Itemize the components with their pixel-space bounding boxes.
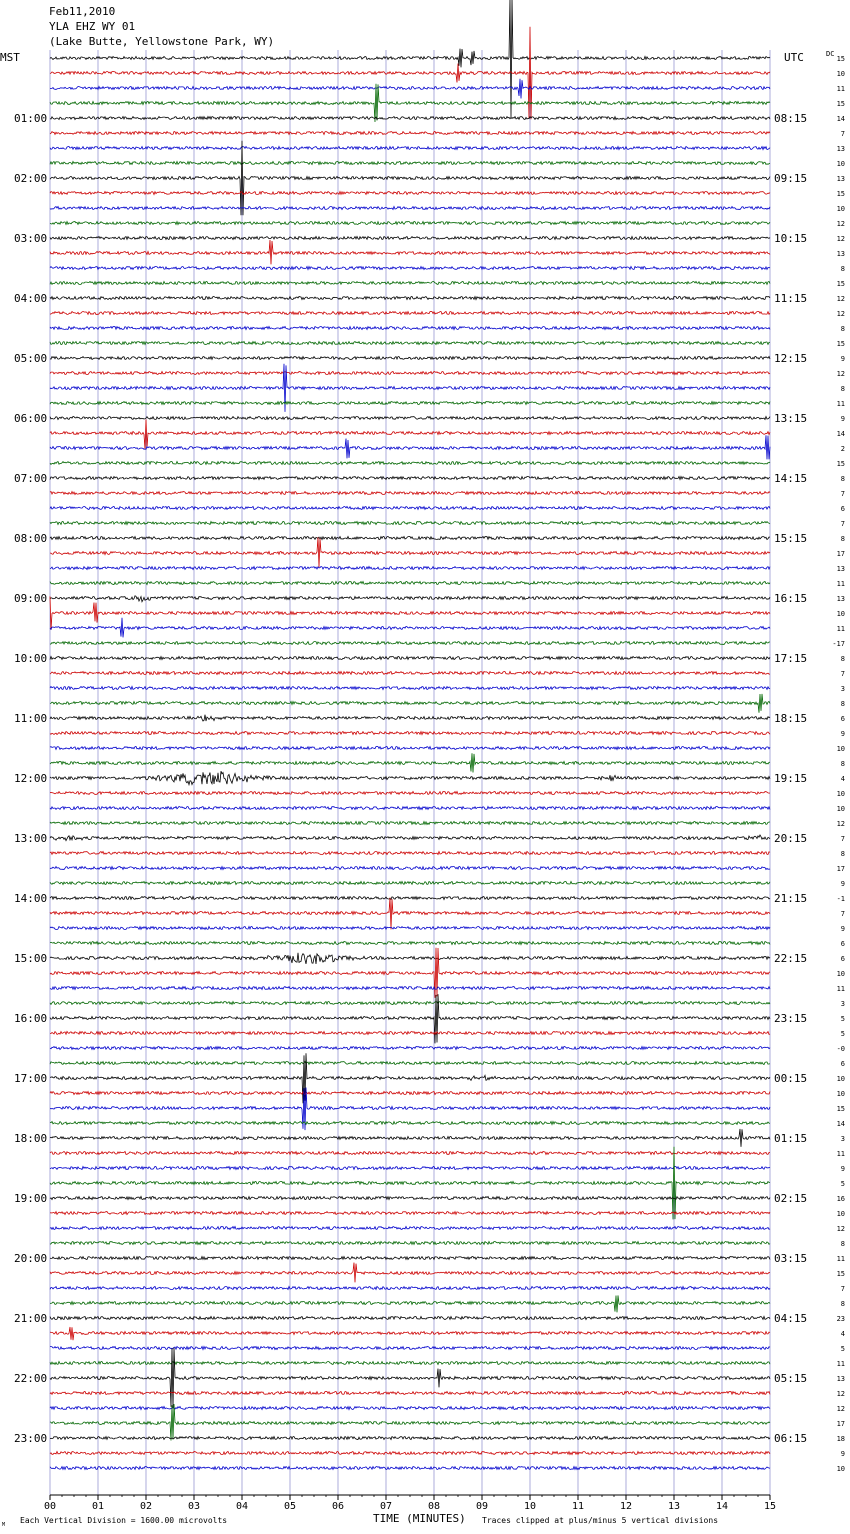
- dc-offset-value: 8: [840, 385, 845, 393]
- footer-vertical-division: Each Vertical Division = 1600.00 microvolts: [20, 1516, 228, 1525]
- dc-offset-value: 4: [840, 775, 845, 783]
- utc-hour-label: 01:15: [774, 1132, 808, 1145]
- dc-offset-value: 11: [836, 85, 845, 93]
- dc-offset-value: 15: [836, 1105, 845, 1113]
- dc-offset-value: 14: [836, 1120, 845, 1128]
- dc-offset-value: 7: [840, 520, 845, 528]
- utc-hour-label: 17:15: [774, 652, 808, 665]
- seismic-trace: [50, 1452, 770, 1455]
- dc-offset-value: 2: [840, 445, 845, 453]
- seismic-trace: [50, 1257, 770, 1260]
- dc-offset-value: 5: [840, 1015, 845, 1023]
- seismic-trace: [50, 1212, 770, 1215]
- seismic-trace: [50, 1147, 770, 1220]
- seismic-trace: [50, 1295, 770, 1312]
- seismic-trace: [50, 898, 770, 930]
- x-axis-title: TIME (MINUTES): [373, 1512, 466, 1525]
- dc-offset-value: 11: [836, 985, 845, 993]
- seismic-trace: [50, 942, 770, 945]
- dc-offset-value: 12: [836, 370, 845, 378]
- dc-offset-value: 15: [836, 100, 845, 108]
- seismic-trace: [50, 207, 770, 210]
- utc-hour-label: 16:15: [774, 592, 808, 605]
- dc-offset-value: 11: [836, 1360, 845, 1368]
- seismic-trace: [50, 948, 770, 998]
- mst-hour-label: 07:00: [14, 472, 48, 485]
- header-location: (Lake Butte, Yellowstone Park, WY): [49, 35, 275, 48]
- seismic-trace: [50, 1362, 770, 1365]
- mst-hour-label: 16:00: [14, 1012, 48, 1025]
- utc-hour-label: 20:15: [774, 832, 808, 845]
- dc-offset-value: 12: [836, 235, 845, 243]
- utc-hour-label: 18:15: [774, 712, 808, 725]
- dc-offset-value: 9: [840, 880, 845, 888]
- dc-offset-value: 13: [836, 1375, 845, 1383]
- dc-offset-value: 15: [836, 190, 845, 198]
- utc-hour-label: 02:15: [774, 1192, 808, 1205]
- dc-offset-value: 12: [836, 1225, 845, 1233]
- seismic-trace: [50, 807, 770, 810]
- mst-hour-label: 19:00: [14, 1192, 48, 1205]
- dc-offset-value: 10: [836, 1090, 845, 1098]
- x-tick-label: 02: [139, 1501, 153, 1512]
- dc-offset-value: 10: [836, 1075, 845, 1083]
- seismic-trace: [50, 771, 770, 785]
- dc-offset-labels: [832, 55, 845, 1473]
- dc-offset-value: 7: [840, 670, 845, 678]
- dc-offset-value: 3: [840, 1000, 845, 1008]
- seismic-trace: [50, 1437, 770, 1440]
- mst-hour-label: 20:00: [14, 1252, 48, 1265]
- seismic-trace: [50, 1242, 770, 1245]
- seismic-trace: [50, 492, 770, 495]
- seismic-trace: [50, 882, 770, 885]
- seismic-trace: [50, 687, 770, 690]
- x-tick-label: 03: [187, 1501, 201, 1512]
- seismic-trace: [50, 162, 770, 165]
- dc-offset-value: 10: [836, 805, 845, 813]
- utc-hour-label: 11:15: [774, 292, 808, 305]
- dc-offset-value: 5: [840, 1345, 845, 1353]
- utc-hour-label: 13:15: [774, 412, 808, 425]
- seismic-trace: [50, 867, 770, 870]
- dc-offset-value: 9: [840, 415, 845, 423]
- seismic-trace: [50, 1404, 770, 1441]
- seismic-trace: [50, 1263, 770, 1283]
- dc-offset-value: 7: [840, 910, 845, 918]
- seismic-trace: [50, 417, 770, 420]
- dc-offset-value: 10: [836, 790, 845, 798]
- seismic-trace: [50, 1197, 770, 1200]
- dc-offset-value: 13: [836, 175, 845, 183]
- left-zone-label: MST: [0, 51, 20, 64]
- dc-label: DC: [826, 50, 835, 58]
- dc-offset-value: 10: [836, 1465, 845, 1473]
- dc-offset-value: 9: [840, 925, 845, 933]
- dc-offset-value: 10: [836, 970, 845, 978]
- dc-offset-value: 8: [840, 1300, 845, 1308]
- seismic-trace: [50, 1227, 770, 1230]
- dc-offset-value: 8: [840, 760, 845, 768]
- seismic-trace: [50, 1152, 770, 1155]
- seismic-trace: [50, 141, 770, 216]
- mst-hour-label: 03:00: [14, 232, 48, 245]
- utc-hour-label: 22:15: [774, 952, 808, 965]
- seismic-trace: [50, 342, 770, 345]
- mst-hour-label: 10:00: [14, 652, 48, 665]
- seismic-trace: [50, 672, 770, 675]
- dc-offset-value: 11: [836, 1150, 845, 1158]
- seismic-trace: [50, 715, 770, 721]
- dc-offset-value: -1: [836, 895, 845, 903]
- dc-offset-value: 10: [836, 160, 845, 168]
- utc-hour-label: 04:15: [774, 1312, 808, 1325]
- seismic-trace: [50, 1129, 770, 1147]
- x-tick-label: 09: [475, 1501, 489, 1512]
- mst-hour-label: 12:00: [14, 772, 48, 785]
- utc-hour-label: 09:15: [774, 172, 808, 185]
- seismic-trace: [50, 312, 770, 315]
- dc-offset-value: 15: [836, 460, 845, 468]
- x-tick-label: 00: [43, 1501, 57, 1512]
- dc-offset-value: 6: [840, 940, 845, 948]
- dc-offset-value: 8: [840, 850, 845, 858]
- seismic-trace: [50, 1047, 770, 1050]
- dc-offset-value: 7: [840, 130, 845, 138]
- dc-offset-value: 7: [840, 835, 845, 843]
- utc-hour-label: 19:15: [774, 772, 808, 785]
- seismic-trace: [50, 1002, 770, 1005]
- dc-offset-value: 9: [840, 1450, 845, 1458]
- mst-hour-label: 08:00: [14, 532, 48, 545]
- seismic-trace: [50, 852, 770, 855]
- corner-mark: M: [2, 1522, 6, 1528]
- dc-offset-value: 12: [836, 1405, 845, 1413]
- seismic-trace: [50, 835, 770, 841]
- dc-offset-value: 3: [840, 685, 845, 693]
- dc-offset-value: 17: [836, 865, 845, 873]
- dc-offset-value: 10: [836, 745, 845, 753]
- dc-offset-value: 10: [836, 205, 845, 213]
- dc-offset-value: 10: [836, 70, 845, 78]
- seismic-trace: [50, 822, 770, 825]
- dc-offset-value: 15: [836, 1270, 845, 1278]
- dc-offset-value: 15: [836, 55, 845, 63]
- right-zone-label: UTC: [784, 51, 804, 64]
- seismic-trace: [50, 267, 770, 270]
- mst-hour-label: 11:00: [14, 712, 48, 725]
- utc-hour-label: 12:15: [774, 352, 808, 365]
- seismic-trace: [50, 192, 770, 195]
- seismic-trace: [50, 282, 770, 285]
- mst-hour-label: 23:00: [14, 1432, 48, 1445]
- seismic-trace: [50, 237, 770, 240]
- mst-hour-label: 02:00: [14, 172, 48, 185]
- utc-hour-label: 05:15: [774, 1372, 808, 1385]
- dc-offset-value: -17: [832, 640, 845, 648]
- dc-offset-value: 14: [836, 115, 845, 123]
- dc-offset-value: 17: [836, 1420, 845, 1428]
- seismic-trace: [50, 327, 770, 330]
- seismic-trace: [50, 419, 770, 449]
- x-tick-label: 14: [715, 1501, 729, 1512]
- dc-offset-value: 12: [836, 295, 845, 303]
- dc-offset-value: 6: [840, 715, 845, 723]
- seismic-trace: [50, 1092, 770, 1095]
- seismic-trace: [50, 1467, 770, 1470]
- seismic-trace: [50, 596, 770, 602]
- mst-hour-label: 06:00: [14, 412, 48, 425]
- dc-offset-value: 7: [840, 1285, 845, 1293]
- traces: [50, 0, 770, 1470]
- utc-hour-label: 15:15: [774, 532, 808, 545]
- seismic-trace: [50, 1407, 770, 1410]
- dc-offset-value: 8: [840, 655, 845, 663]
- dc-offset-value: 8: [840, 265, 845, 273]
- mst-hour-label: 22:00: [14, 1372, 48, 1385]
- seismic-trace: [50, 642, 770, 645]
- x-tick-label: 08: [427, 1501, 441, 1512]
- utc-hour-label: 21:15: [774, 892, 808, 905]
- seismic-trace: [50, 567, 770, 570]
- seismic-trace: [50, 747, 770, 750]
- mst-hour-label: 01:00: [14, 112, 48, 125]
- dc-offset-value: 15: [836, 340, 845, 348]
- x-tick-label: 11: [571, 1501, 585, 1512]
- seismic-trace: [50, 357, 770, 360]
- x-tick-label: 05: [283, 1501, 297, 1512]
- seismic-trace: [50, 1327, 770, 1340]
- dc-offset-value: 6: [840, 1060, 845, 1068]
- mst-hour-label: 04:00: [14, 292, 48, 305]
- dc-offset-value: 12: [836, 310, 845, 318]
- dc-offset-value: 11: [836, 400, 845, 408]
- dc-offset-value: 12: [836, 820, 845, 828]
- right-hour-labels: [774, 112, 807, 1445]
- seismic-trace: [50, 462, 770, 465]
- seismic-trace: [50, 927, 770, 930]
- utc-hour-label: 08:15: [774, 112, 808, 125]
- dc-offset-value: 9: [840, 355, 845, 363]
- seismic-trace: [50, 1032, 770, 1035]
- mst-hour-label: 05:00: [14, 352, 48, 365]
- dc-offset-value: 13: [836, 250, 845, 258]
- dc-offset-value: 16: [836, 1195, 845, 1203]
- dc-offset-value: 8: [840, 700, 845, 708]
- dc-offset-value: 13: [836, 145, 845, 153]
- seismic-trace: [50, 1347, 770, 1350]
- seismic-trace: [50, 117, 770, 120]
- seismic-trace: [50, 1122, 770, 1125]
- seismic-trace: [50, 753, 770, 772]
- seismic-trace: [50, 732, 770, 735]
- dc-offset-value: 12: [836, 220, 845, 228]
- utc-hour-label: 10:15: [774, 232, 808, 245]
- utc-hour-label: 06:15: [774, 1432, 808, 1445]
- seismic-trace: [50, 792, 770, 795]
- dc-offset-value: 8: [840, 475, 845, 483]
- seismic-trace: [50, 897, 770, 900]
- dc-offset-value: 11: [836, 625, 845, 633]
- dc-offset-value: 4: [840, 1330, 845, 1338]
- dc-offset-value: 6: [840, 505, 845, 513]
- dc-offset-value: 18: [836, 1435, 845, 1443]
- dc-offset-value: 9: [840, 1165, 845, 1173]
- mst-hour-label: 18:00: [14, 1132, 48, 1145]
- seismic-trace: [50, 1392, 770, 1395]
- utc-hour-label: 00:15: [774, 1072, 808, 1085]
- seismic-trace: [50, 79, 770, 99]
- utc-hour-label: 23:15: [774, 1012, 808, 1025]
- dc-offset-value: 5: [840, 1180, 845, 1188]
- x-tick-label: 04: [235, 1501, 249, 1512]
- dc-offset-value: 10: [836, 610, 845, 618]
- seismic-trace: [50, 953, 770, 964]
- grid: [50, 50, 770, 1495]
- seismic-trace: [50, 537, 770, 540]
- x-tick-label: 06: [331, 1501, 345, 1512]
- dc-offset-value: 15: [836, 280, 845, 288]
- mst-hour-label: 13:00: [14, 832, 48, 845]
- seismic-trace: [50, 240, 770, 265]
- utc-hour-label: 03:15: [774, 1252, 808, 1265]
- seismic-trace: [50, 596, 770, 630]
- seismic-trace: [50, 1062, 770, 1065]
- seismic-trace: [50, 987, 770, 990]
- x-tick-label: 12: [619, 1501, 633, 1512]
- dc-offset-value: 8: [840, 325, 845, 333]
- dc-offset-value: 6: [840, 955, 845, 963]
- dc-offset-value: 23: [836, 1315, 845, 1323]
- x-tick-label: 10: [523, 1501, 537, 1512]
- seismic-trace: [50, 147, 770, 150]
- dc-offset-value: 7: [840, 490, 845, 498]
- seismic-trace: [50, 657, 770, 660]
- mst-hour-label: 14:00: [14, 892, 48, 905]
- seismic-trace: [50, 402, 770, 405]
- footer-clip-note: Traces clipped at plus/minus 5 vertical divisions: [482, 1516, 719, 1525]
- seismic-trace: [50, 618, 770, 638]
- seismic-trace: [50, 694, 770, 713]
- dc-offset-value: 14: [836, 430, 845, 438]
- utc-hour-label: 14:15: [774, 472, 808, 485]
- header-station: YLA EHZ WY 01: [49, 20, 136, 33]
- dc-offset-value: 12: [836, 1390, 845, 1398]
- dc-offset-value: -0: [836, 1045, 845, 1053]
- x-axis-ticks: [44, 1495, 776, 1512]
- seismic-trace: [50, 1167, 770, 1170]
- x-tick-label: 07: [379, 1501, 393, 1512]
- mst-hour-label: 17:00: [14, 1072, 48, 1085]
- dc-offset-value: 9: [840, 730, 845, 738]
- seismic-trace: [50, 537, 770, 567]
- mst-hour-label: 09:00: [14, 592, 48, 605]
- dc-offset-value: 11: [836, 1255, 845, 1263]
- mst-hour-label: 15:00: [14, 952, 48, 965]
- seismic-trace: [50, 1317, 770, 1320]
- seismic-trace: [50, 0, 770, 118]
- seismic-trace: [50, 1053, 770, 1103]
- seismic-trace: [50, 477, 770, 480]
- seismic-trace: [50, 522, 770, 525]
- x-tick-label: 01: [91, 1501, 105, 1512]
- dc-offset-value: 11: [836, 580, 845, 588]
- seismic-trace: [50, 1348, 770, 1408]
- seismic-trace: [50, 1287, 770, 1290]
- seismic-trace: [50, 372, 770, 375]
- mst-hour-label: 21:00: [14, 1312, 48, 1325]
- seismic-trace: [50, 132, 770, 135]
- dc-offset-value: 8: [840, 1240, 845, 1248]
- dc-offset-value: 8: [840, 535, 845, 543]
- dc-offset-value: 5: [840, 1030, 845, 1038]
- seismic-trace: [50, 222, 770, 225]
- seismic-trace: [50, 582, 770, 585]
- x-tick-label: 13: [667, 1501, 681, 1512]
- header-date: Feb11,2010: [49, 5, 116, 18]
- dc-offset-value: 13: [836, 595, 845, 603]
- seismic-trace: [50, 507, 770, 510]
- seismic-trace: [50, 297, 770, 300]
- dc-offset-value: 3: [840, 1135, 845, 1143]
- dc-offset-value: 10: [836, 1210, 845, 1218]
- seismic-trace: [50, 435, 770, 459]
- dc-offset-value: 17: [836, 550, 845, 558]
- x-tick-label: 15: [763, 1501, 777, 1512]
- dc-offset-value: 13: [836, 565, 845, 573]
- left-hour-labels: [14, 112, 47, 1445]
